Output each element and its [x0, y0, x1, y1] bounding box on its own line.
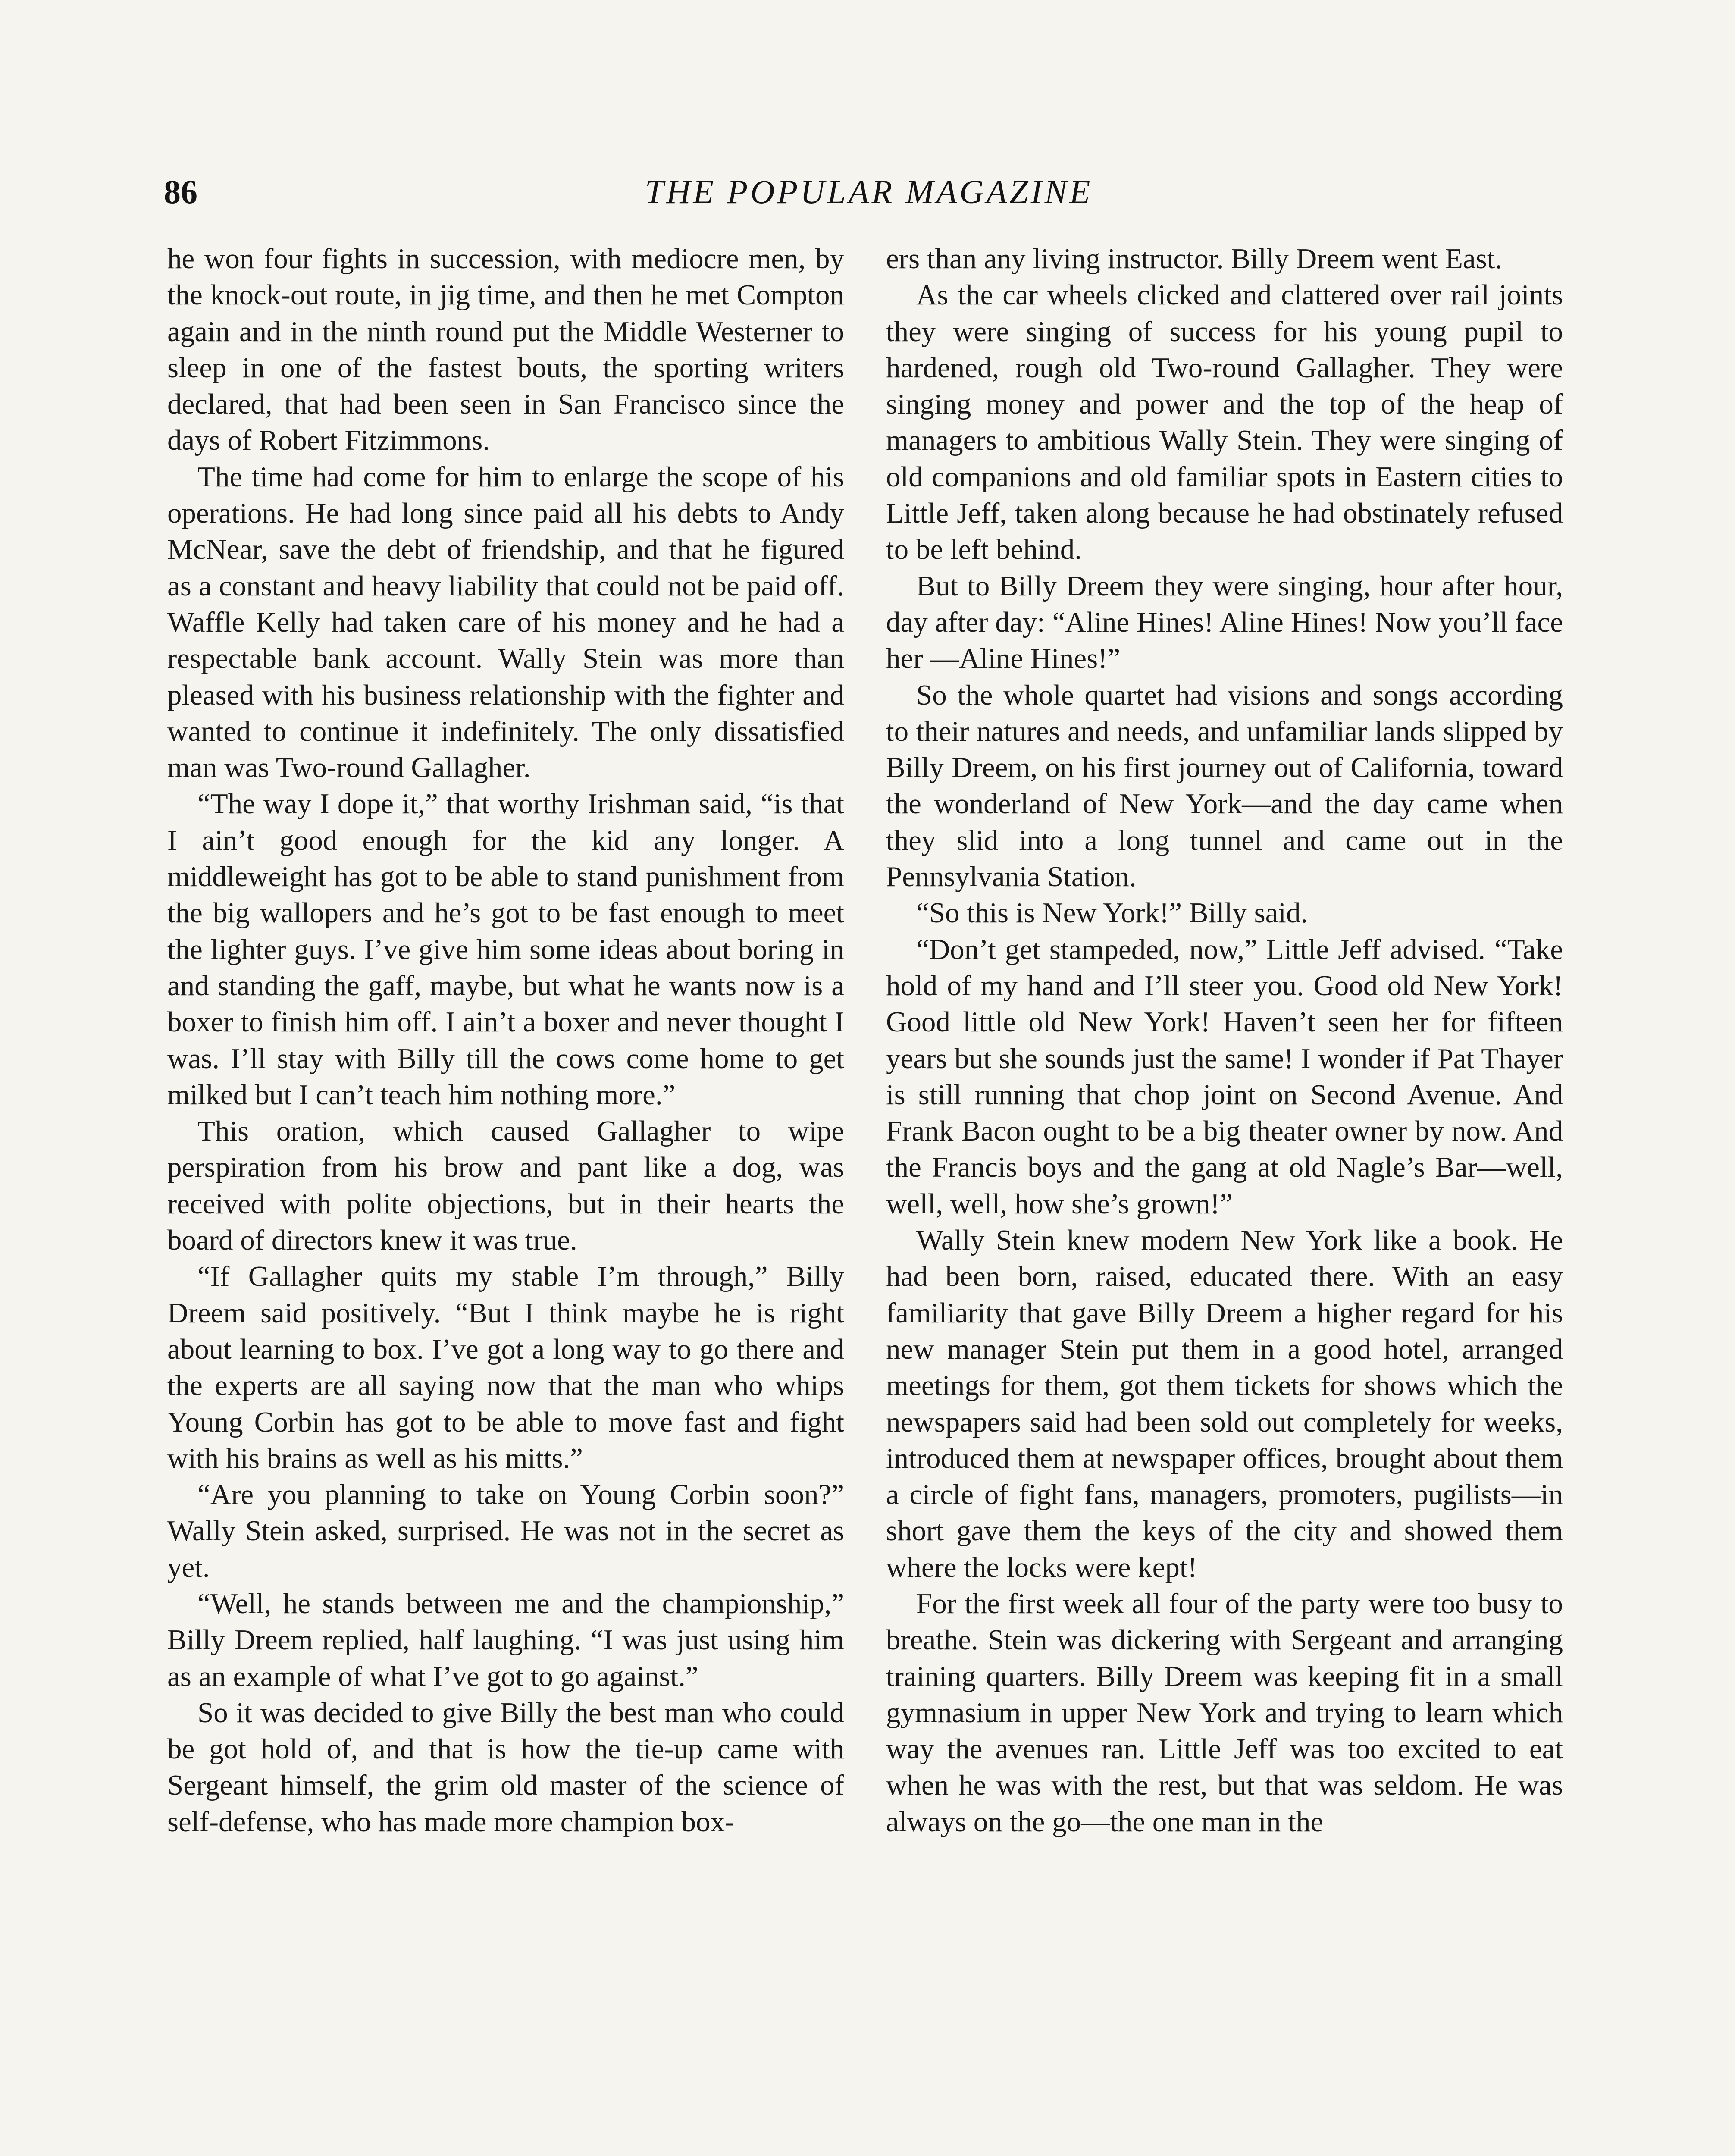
paragraph: “So this is New York!” Billy said. [916, 897, 1308, 929]
running-head: THE POPULAR MAGAZINE [645, 173, 1093, 210]
paragraph: “Are you planning to take on Young Corbin soon?” Wally Stein asked, surprised. He was not in the secret as yet. [167, 1479, 844, 1583]
paragraph: As the car wheels clicked and clattered over rail joints they were singing of success for his young pupil to hardened, rough old Two-round Gallagher. They were singing money and power and the top of the heap of managers to ambitious Wally Stein. They were singing of old companions and old familiar spots in Eastern cities to Little Jeff, taken along because he had obstinately refused to be left behind. [886, 279, 1563, 566]
paragraph: “Don’t get stampeded, now,” Little Jeff advised. “Take hold of my hand and I’ll steer you. Good old New York! Good little old New York! Haven’t seen her for fifteen years but she sounds just the same! I wonder if Pat Thayer is still running that chop joint on Second Avenue. And Frank Bacon ought to be a big theater owner by now. And the Francis boys and the gang at old Nagle’s Bar—well, well, well, how she’s grown!” [886, 933, 1563, 1220]
left-column [167, 241, 844, 1840]
paragraph: Wally Stein knew modern New York like a book. He had been born, raised, educated there. With an easy familiarity that gave Billy Dreem a higher regard for his new manager Stein put them in a good hotel, arranged meetings for them, got them tickets for shows which the newspapers said had been sold out completely for weeks, introduced them at newspaper offices, brought about them a circle of fight fans, managers, promoters, pugilists—in short gave them the keys of the city and showed them where the locks were kept! [886, 1224, 1563, 1583]
paragraph: ers than any living instructor. Billy Dreem went East. [886, 243, 1503, 275]
paragraph: So it was decided to give Billy the best man who could be got hold of, and that is how the tie-up came with Sergeant himself, the grim old master of the science of self-defense, who has made more champion box- [167, 1696, 844, 1838]
paragraph: The time had come for him to enlarge the scope of his operations. He had long since paid all his debts to Andy McNear, save the debt of friendship, and that he figured as a constant and heavy liability that could not be paid off. Waffle Kelly had taken care of his money and he had a respectable bank account. Wally Stein was more than pleased with his business relationship with the fighter and wanted to continue it indefinitely. The only dissatisfied man was Two-round Gallagher. [167, 461, 844, 784]
paragraph: So the whole quartet had visions and songs according to their natures and needs, and unfamiliar lands slipped by Billy Dreem, on his first journey out of California, toward the wonderland of New York—and the day came when they slid into a long tunnel and came out in the Pennsylvania Station. [886, 679, 1563, 893]
paragraph: he won four fights in succession, with mediocre men, by the knock-out route, in jig time, and then he met Compton again and in the ninth round put the Middle Westerner to sleep in one of the fastest bouts, the sporting writers declared, that had been seen in San Francisco since the days of Robert Fitzimmons. [167, 243, 844, 457]
paragraph: This oration, which caused Gallagher to wipe perspiration from his brow and pant like a dog, was received with polite objections, but in their hearts the board of directors knew it was true. [167, 1115, 844, 1257]
paragraph: “The way I dope it,” that worthy Irishman said, “is that I ain’t good enough for the kid any longer. A middleweight has got to be able to stand punishment from the big wallopers and he’s got to be fast enough to meet the lighter guys. I’ve give him some ideas about boring in and standing the gaff, maybe, but what he wants now is a boxer to finish him off. I ain’t a boxer and never thought I was. I’ll stay with Billy till the cows come home to get milked but I can’t teach him nothing more.” [167, 788, 844, 1111]
paragraph: For the first week all four of the party were too busy to breathe. Stein was dickering with Sergeant and arranging training quarters. Billy Dreem was keeping fit in a small gymnasium in upper New York and trying to learn which way the avenues ran. Little Jeff was too excited to eat when he was with the rest, but that was seldom. He was always on the go—the one man in the [886, 1587, 1563, 1838]
paragraph: But to Billy Dreem they were singing, hour after hour, day after day: “Aline Hines! Aline Hines! Now you’ll face her —Aline Hines!” [886, 570, 1563, 675]
paragraph: “Well, he stands between me and the championship,” Billy Dreem replied, half laughing. “I was just using him as an example of what I’ve got to go against.” [167, 1587, 844, 1692]
page-header [164, 164, 1574, 220]
right-column [886, 241, 1563, 1840]
paragraph: “If Gallagher quits my stable I’m through,” Billy Dreem said positively. “But I think maybe he is right about learning to box. I’ve got a long way to go there and the experts are all saying now that the man who whips Young Corbin has got to be able to move fast and fight with his brains as well as his mitts.” [167, 1260, 844, 1474]
page-number: 86 [164, 173, 197, 210]
